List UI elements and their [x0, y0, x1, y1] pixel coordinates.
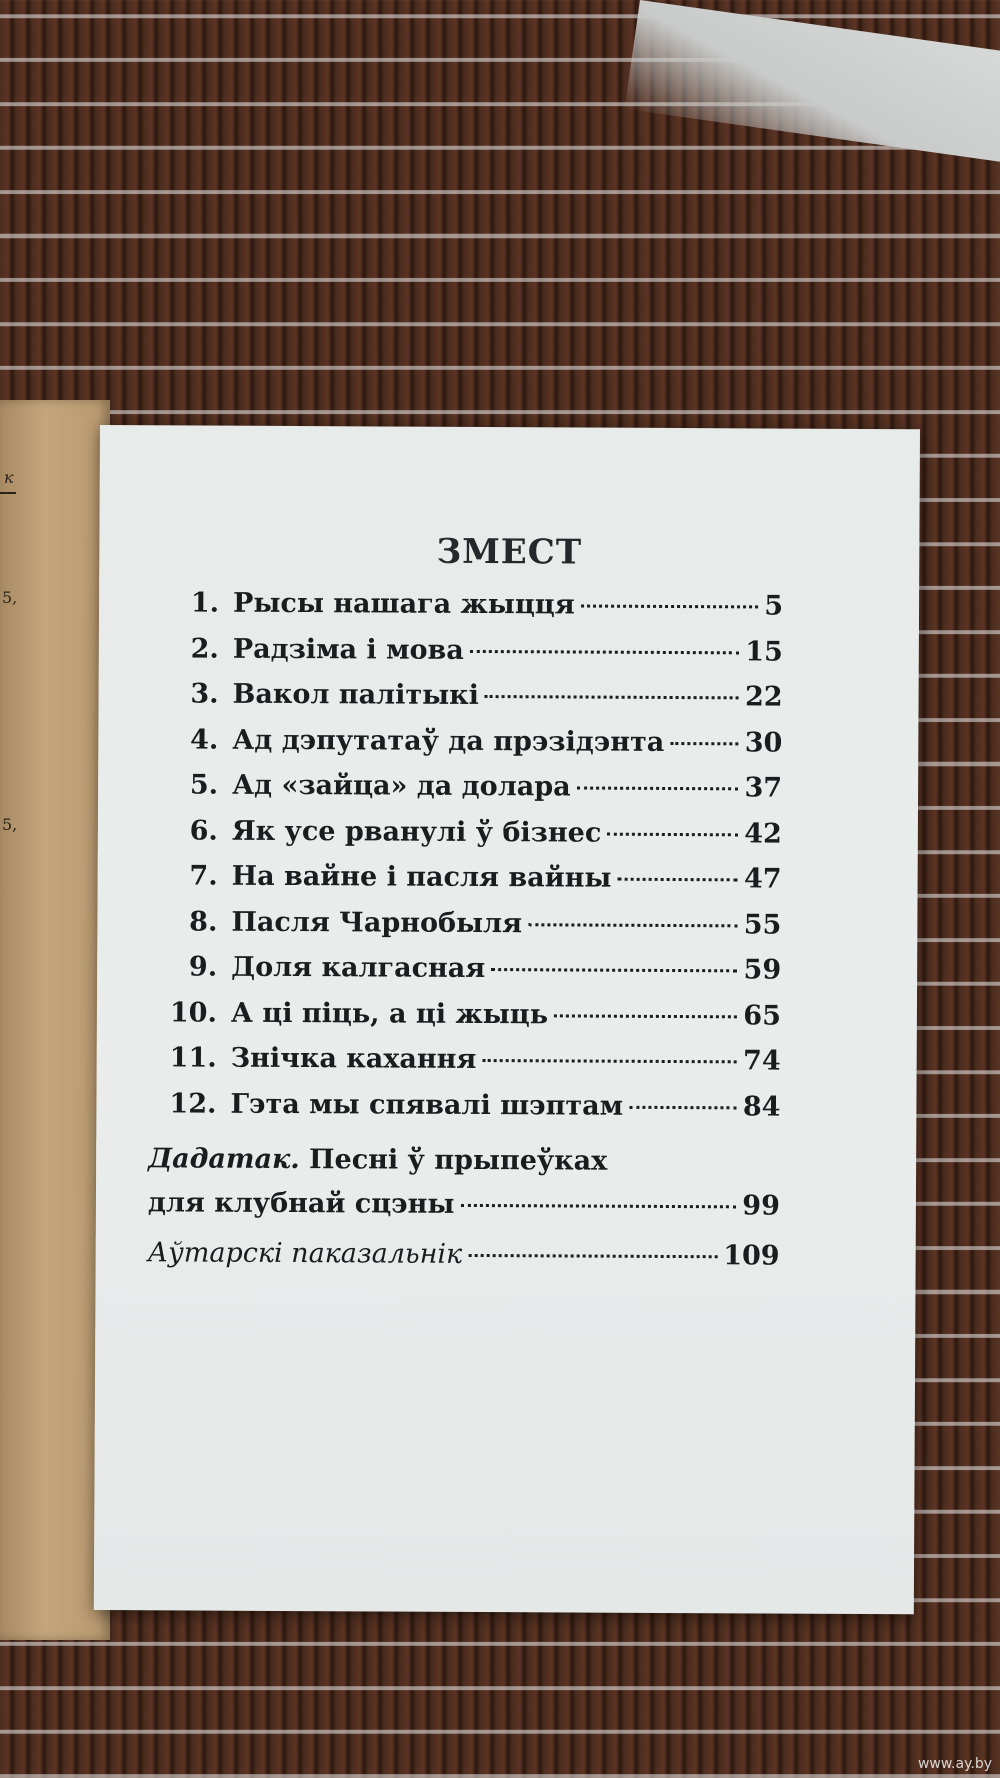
- toc-entry-page-number: 22: [744, 681, 783, 713]
- toc-author-index: [148, 1237, 780, 1286]
- cover-fragment: 5,: [2, 815, 18, 834]
- toc-entry-title: Гэта мы спявалі шэптам: [230, 1088, 624, 1122]
- toc-entry: [149, 1042, 781, 1091]
- cover-fragment: к: [4, 468, 14, 487]
- toc-entry-title: На вайне і пасля вайны: [231, 860, 612, 894]
- toc-entry-page-number: 65: [743, 999, 781, 1032]
- toc-entry-title: Пасля Чарнобыля: [231, 906, 523, 939]
- cover-rule: [0, 492, 16, 494]
- toc-title: ЗМЕСТ: [436, 531, 583, 573]
- toc-entry-title: А ці піць, а ці жыць: [230, 997, 549, 1030]
- watermark: www.ay.by: [917, 1756, 992, 1772]
- toc-entry: [151, 633, 783, 682]
- toc-entry-page-number: 5: [764, 590, 784, 622]
- table-of-contents: [148, 587, 784, 1286]
- author-index-page-number: 109: [723, 1240, 780, 1272]
- toc-entry-title: Як усе рванулі ў бізнес: [231, 815, 602, 849]
- toc-entry-page-number: 37: [744, 772, 783, 804]
- book-page: [94, 425, 920, 1614]
- background-wall: [625, 0, 1000, 165]
- toc-entry-title: Доля калгасная: [231, 951, 486, 985]
- appendix-line-1: [148, 1143, 780, 1190]
- toc-entry-title: Радзіма і мова: [232, 633, 464, 666]
- author-index-label: Аўтарскі паказальнік: [147, 1237, 463, 1270]
- toc-entry-number: 3.: [190, 678, 219, 710]
- dot-leader: [482, 1059, 737, 1063]
- toc-entry-number: 12.: [169, 1087, 217, 1120]
- toc-entry-number: 5.: [189, 769, 219, 801]
- toc-entry: [150, 678, 782, 727]
- toc-entry-title: Знічка кахання: [230, 1042, 477, 1075]
- toc-entry: [149, 906, 781, 955]
- dot-leader: [470, 649, 739, 653]
- toc-entry-page-number: 55: [743, 908, 782, 941]
- dot-leader: [491, 968, 737, 972]
- toc-entry-number: 10.: [169, 996, 218, 1029]
- toc-entry-page-number: 15: [745, 635, 783, 668]
- toc-entry-page-number: 74: [743, 1045, 781, 1077]
- toc-entry: [149, 997, 781, 1046]
- toc-entry: [148, 1088, 780, 1137]
- dot-leader: [554, 1014, 737, 1018]
- toc-entry: [149, 951, 781, 1000]
- appendix-title: Песні ў прыпеўках: [299, 1144, 608, 1177]
- appendix-line-2: [148, 1187, 780, 1236]
- dot-leader: [577, 787, 739, 791]
- dot-leader: [617, 878, 738, 882]
- toc-entry-page-number: 42: [744, 817, 782, 850]
- toc-entry-title: Ад дэпутатаў да прэзідэнта: [232, 724, 665, 758]
- toc-entry-number: 7.: [189, 860, 218, 892]
- cover-fragment: 5,: [2, 588, 18, 607]
- toc-entry-page-number: 84: [742, 1090, 781, 1123]
- toc-entry-number: 9.: [188, 951, 218, 983]
- toc-entry-page-number: 59: [743, 954, 782, 986]
- toc-entry-number: 4.: [190, 723, 219, 756]
- dot-leader: [629, 1105, 737, 1109]
- toc-entry-number: 1.: [190, 587, 220, 619]
- dot-leader: [581, 605, 759, 609]
- toc-entry: [149, 860, 781, 909]
- toc-entry-number: 8.: [189, 905, 218, 938]
- toc-entry: [151, 587, 783, 636]
- toc-entry-page-number: 30: [744, 726, 783, 759]
- appendix-prefix: Дадатак.: [148, 1143, 300, 1176]
- appendix-subtitle: для клубнай сцэны: [147, 1187, 455, 1220]
- toc-entry-number: 6.: [189, 814, 218, 847]
- toc-entry: [150, 769, 782, 818]
- dot-leader: [485, 695, 739, 699]
- toc-entry: [150, 724, 782, 773]
- book-cover-edge: [0, 400, 110, 1640]
- dot-leader: [670, 741, 739, 744]
- dot-leader: [468, 1254, 717, 1258]
- toc-entry: [150, 815, 782, 864]
- toc-appendix: [148, 1143, 780, 1236]
- dot-leader: [607, 832, 738, 836]
- toc-entry-number: 2.: [190, 632, 219, 665]
- toc-entry-page-number: 47: [743, 863, 782, 895]
- toc-entry-title: Вакол палітыкі: [232, 678, 480, 711]
- toc-entry-title: Ад «зайца» да долара: [232, 769, 571, 803]
- toc-entry-title: Рысы нашага жыцця: [232, 587, 575, 621]
- dot-leader: [460, 1204, 736, 1208]
- toc-entry-number: 11.: [169, 1042, 217, 1074]
- appendix-page-number: 99: [742, 1190, 781, 1222]
- dot-leader: [528, 923, 738, 927]
